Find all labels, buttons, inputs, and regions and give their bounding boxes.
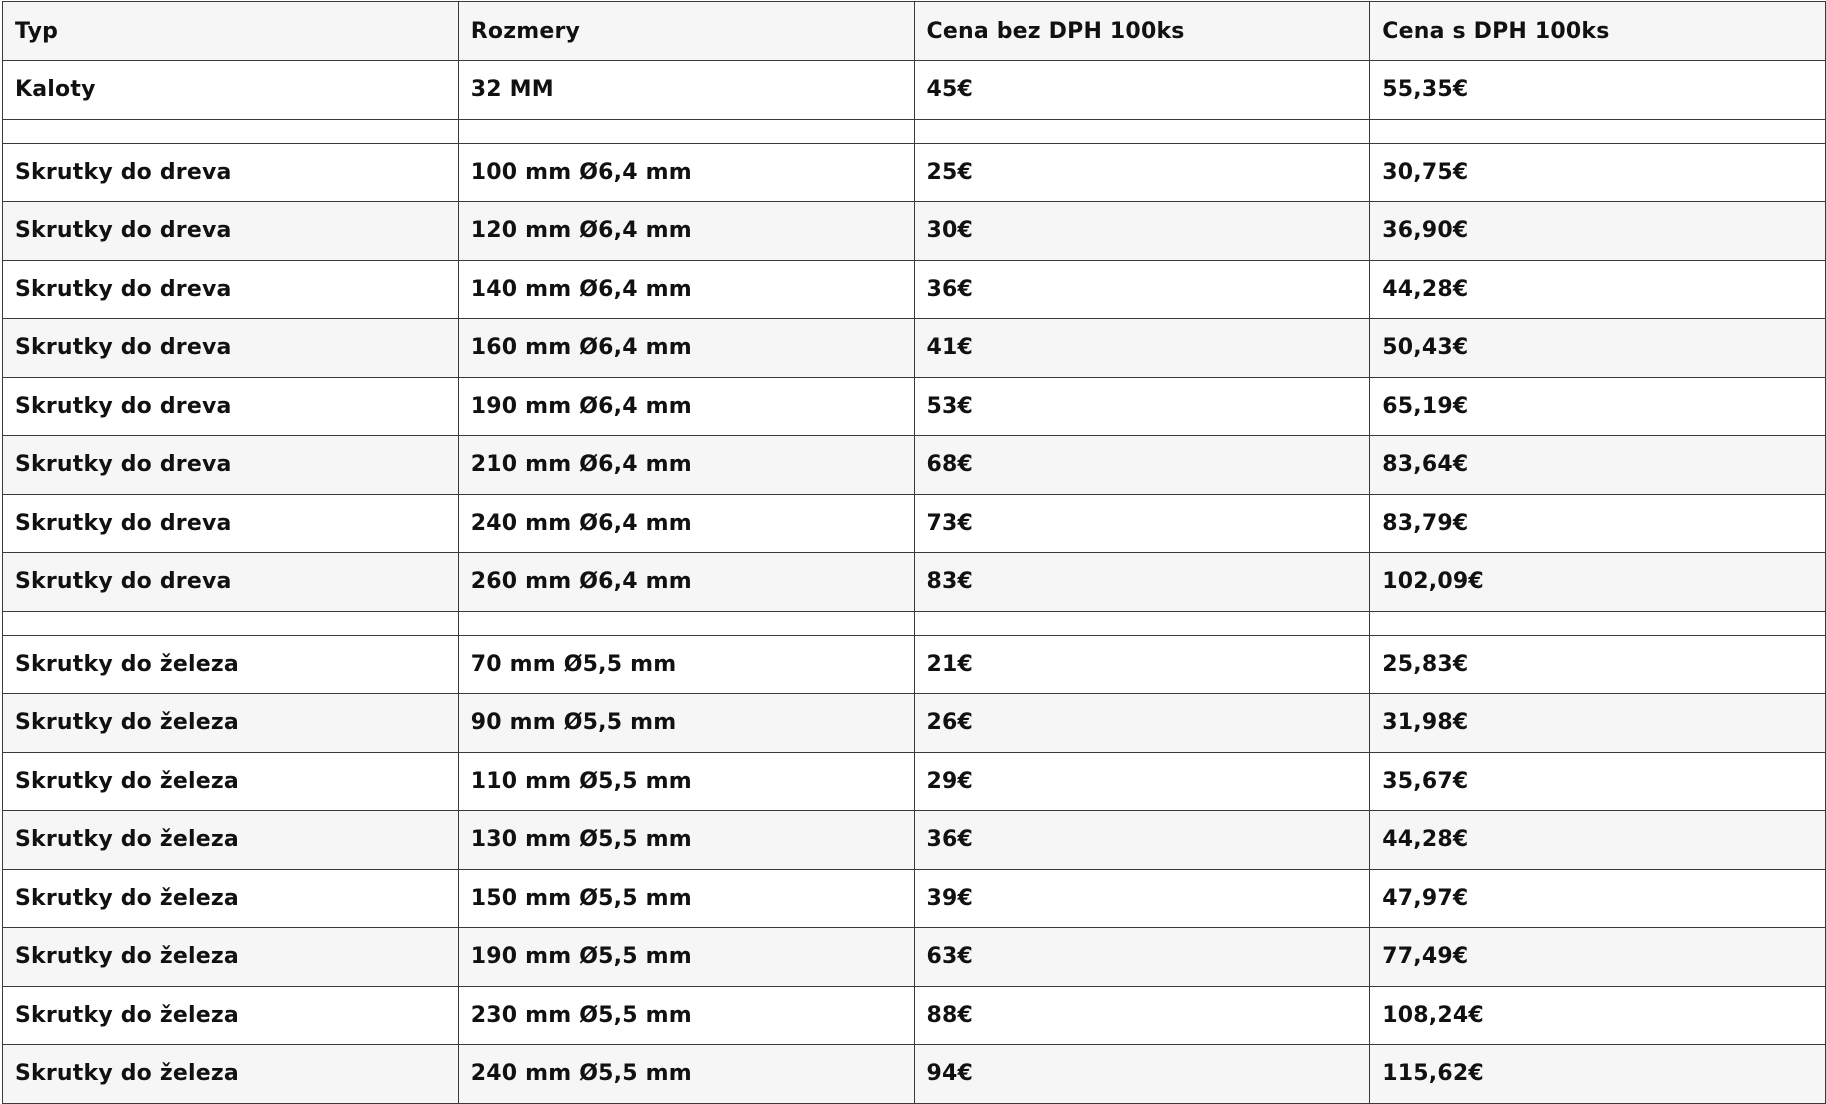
cell-price-incl-vat: 102,09€ — [1370, 553, 1826, 612]
cell-type: Skrutky do železa — [3, 811, 459, 870]
cell-size: 120 mm Ø6,4 mm — [458, 202, 914, 261]
empty-cell — [1370, 119, 1826, 143]
empty-cell — [1370, 611, 1826, 635]
cell-type: Skrutky do dreva — [3, 319, 459, 378]
cell-size: 110 mm Ø5,5 mm — [458, 752, 914, 811]
header-price-incl-vat: Cena s DPH 100ks — [1370, 2, 1826, 61]
empty-cell — [3, 611, 459, 635]
cell-type: Skrutky do dreva — [3, 436, 459, 495]
table-row — [3, 811, 1826, 870]
cell-price-incl-vat: 44,28€ — [1370, 260, 1826, 319]
table-row — [3, 869, 1826, 928]
table-row — [3, 143, 1826, 202]
table-row — [3, 260, 1826, 319]
table-row — [3, 1045, 1826, 1104]
table-row — [3, 694, 1826, 753]
cell-price-excl-vat: 29€ — [914, 752, 1370, 811]
cell-type: Kaloty — [3, 61, 459, 120]
header-row — [3, 2, 1826, 61]
cell-size: 240 mm Ø5,5 mm — [458, 1045, 914, 1104]
cell-price-incl-vat: 83,64€ — [1370, 436, 1826, 495]
cell-price-excl-vat: 53€ — [914, 377, 1370, 436]
cell-price-incl-vat: 35,67€ — [1370, 752, 1826, 811]
cell-size: 100 mm Ø6,4 mm — [458, 143, 914, 202]
cell-type: Skrutky do dreva — [3, 377, 459, 436]
table-row — [3, 377, 1826, 436]
cell-price-excl-vat: 26€ — [914, 694, 1370, 753]
table-row — [3, 553, 1826, 612]
cell-size: 130 mm Ø5,5 mm — [458, 811, 914, 870]
empty-cell — [458, 119, 914, 143]
cell-price-excl-vat: 88€ — [914, 986, 1370, 1045]
cell-price-excl-vat: 83€ — [914, 553, 1370, 612]
header-price-excl-vat: Cena bez DPH 100ks — [914, 2, 1370, 61]
price-table — [2, 1, 1826, 1104]
cell-price-excl-vat: 41€ — [914, 319, 1370, 378]
cell-price-excl-vat: 45€ — [914, 61, 1370, 120]
cell-price-incl-vat: 47,97€ — [1370, 869, 1826, 928]
table-row — [3, 319, 1826, 378]
cell-price-incl-vat: 25,83€ — [1370, 635, 1826, 694]
cell-type: Skrutky do železa — [3, 752, 459, 811]
table-row — [3, 436, 1826, 495]
cell-type: Skrutky do železa — [3, 694, 459, 753]
cell-price-incl-vat: 83,79€ — [1370, 494, 1826, 553]
cell-size: 150 mm Ø5,5 mm — [458, 869, 914, 928]
table-row — [3, 635, 1826, 694]
table-row — [3, 494, 1826, 553]
cell-price-incl-vat: 36,90€ — [1370, 202, 1826, 261]
cell-size: 190 mm Ø5,5 mm — [458, 928, 914, 987]
cell-size: 90 mm Ø5,5 mm — [458, 694, 914, 753]
cell-type: Skrutky do dreva — [3, 260, 459, 319]
cell-size: 190 mm Ø6,4 mm — [458, 377, 914, 436]
table-row — [3, 752, 1826, 811]
cell-type: Skrutky do železa — [3, 928, 459, 987]
cell-type: Skrutky do dreva — [3, 553, 459, 612]
cell-price-incl-vat: 44,28€ — [1370, 811, 1826, 870]
cell-size: 70 mm Ø5,5 mm — [458, 635, 914, 694]
cell-size: 230 mm Ø5,5 mm — [458, 986, 914, 1045]
cell-type: Skrutky do dreva — [3, 494, 459, 553]
header-type: Typ — [3, 2, 459, 61]
cell-price-excl-vat: 21€ — [914, 635, 1370, 694]
cell-price-excl-vat: 63€ — [914, 928, 1370, 987]
table-row — [3, 986, 1826, 1045]
cell-price-excl-vat: 68€ — [914, 436, 1370, 495]
cell-price-incl-vat: 115,62€ — [1370, 1045, 1826, 1104]
cell-size: 160 mm Ø6,4 mm — [458, 319, 914, 378]
cell-price-incl-vat: 31,98€ — [1370, 694, 1826, 753]
spacer-row — [3, 611, 1826, 635]
cell-type: Skrutky do železa — [3, 869, 459, 928]
table-header — [3, 2, 1826, 61]
cell-price-incl-vat: 108,24€ — [1370, 986, 1826, 1045]
cell-size: 240 mm Ø6,4 mm — [458, 494, 914, 553]
cell-price-excl-vat: 30€ — [914, 202, 1370, 261]
cell-price-incl-vat: 30,75€ — [1370, 143, 1826, 202]
empty-cell — [914, 611, 1370, 635]
cell-type: Skrutky do železa — [3, 635, 459, 694]
empty-cell — [3, 119, 459, 143]
cell-price-excl-vat: 36€ — [914, 811, 1370, 870]
cell-price-excl-vat: 73€ — [914, 494, 1370, 553]
table-body — [3, 61, 1826, 1104]
cell-type: Skrutky do železa — [3, 986, 459, 1045]
table-row — [3, 202, 1826, 261]
cell-size: 32 MM — [458, 61, 914, 120]
empty-cell — [914, 119, 1370, 143]
empty-cell — [458, 611, 914, 635]
cell-type: Skrutky do dreva — [3, 202, 459, 261]
cell-price-incl-vat: 50,43€ — [1370, 319, 1826, 378]
cell-price-excl-vat: 36€ — [914, 260, 1370, 319]
table-row — [3, 928, 1826, 987]
cell-type: Skrutky do železa — [3, 1045, 459, 1104]
cell-price-incl-vat: 55,35€ — [1370, 61, 1826, 120]
cell-price-incl-vat: 65,19€ — [1370, 377, 1826, 436]
cell-size: 260 mm Ø6,4 mm — [458, 553, 914, 612]
cell-price-incl-vat: 77,49€ — [1370, 928, 1826, 987]
cell-price-excl-vat: 25€ — [914, 143, 1370, 202]
spacer-row — [3, 119, 1826, 143]
header-size: Rozmery — [458, 2, 914, 61]
cell-type: Skrutky do dreva — [3, 143, 459, 202]
cell-size: 140 mm Ø6,4 mm — [458, 260, 914, 319]
cell-size: 210 mm Ø6,4 mm — [458, 436, 914, 495]
cell-price-excl-vat: 94€ — [914, 1045, 1370, 1104]
cell-price-excl-vat: 39€ — [914, 869, 1370, 928]
table-row — [3, 61, 1826, 120]
